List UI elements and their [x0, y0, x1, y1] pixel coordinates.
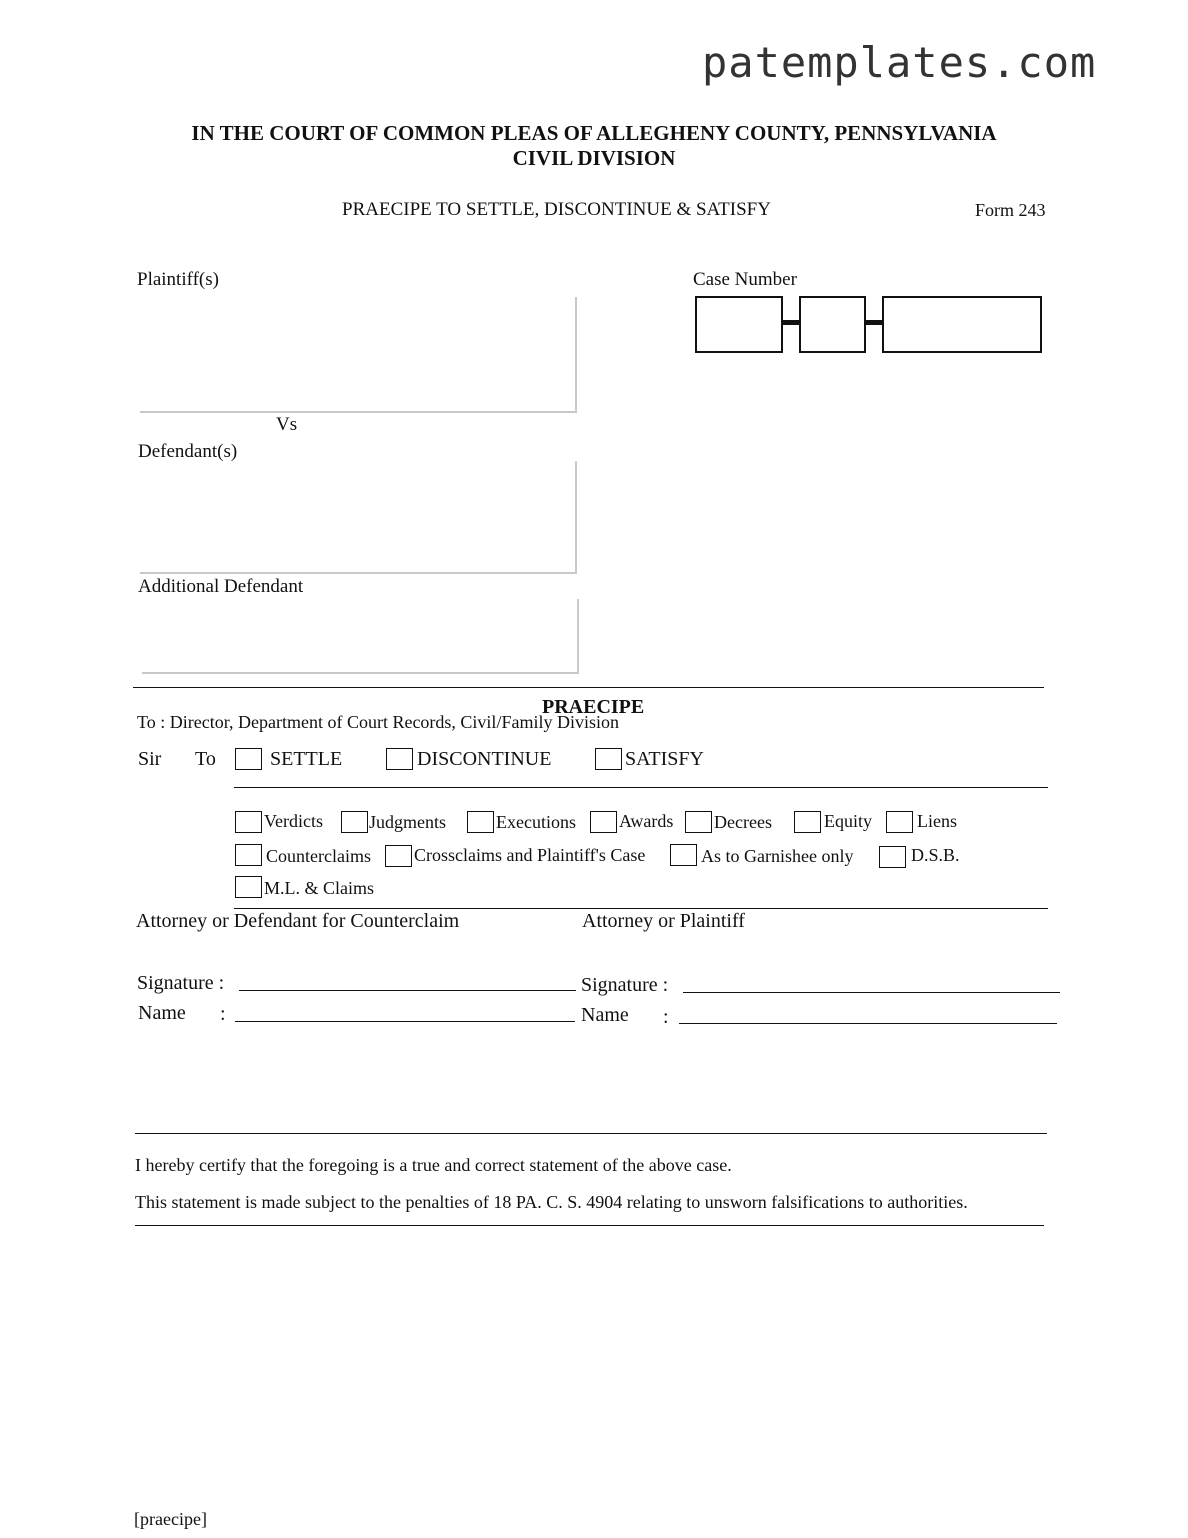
- left-name-label: Name: [138, 1002, 186, 1024]
- left-signature-line[interactable]: [239, 990, 576, 991]
- executions-checkbox[interactable]: [467, 811, 494, 833]
- crossclaims-label: Crossclaims and Plaintiff's Case: [414, 845, 646, 865]
- sir-label: Sir: [138, 748, 162, 770]
- plaintiff-label: Plaintiff(s): [137, 269, 219, 290]
- discontinue-checkbox[interactable]: [386, 748, 413, 770]
- case-number-part1-input[interactable]: [695, 296, 783, 353]
- equity-label: Equity: [824, 811, 872, 831]
- defendant-field[interactable]: [140, 461, 577, 574]
- certification-line-2: This statement is made subject to the penalties of 18 PA. C. S. 4904 relating to unsworn falsifications to authorities.: [135, 1192, 968, 1212]
- additional-defendant-field[interactable]: [142, 599, 579, 674]
- divider: [135, 1133, 1047, 1134]
- judgments-checkbox[interactable]: [341, 811, 368, 833]
- divider: [133, 687, 1044, 688]
- divider: [234, 787, 1048, 788]
- to-label: To: [195, 748, 216, 770]
- discontinue-label: DISCONTINUE: [417, 748, 552, 770]
- vs-label: Vs: [276, 414, 298, 435]
- left-name-colon: :: [220, 1003, 226, 1025]
- satisfy-label: SATISFY: [625, 748, 704, 770]
- equity-checkbox[interactable]: [794, 811, 821, 833]
- case-number-part3-input[interactable]: [882, 296, 1042, 353]
- counterclaims-checkbox[interactable]: [235, 844, 262, 866]
- court-division: CIVIL DIVISION: [512, 146, 676, 170]
- awards-checkbox[interactable]: [590, 811, 617, 833]
- form-number: Form 243: [975, 200, 1046, 220]
- decrees-checkbox[interactable]: [685, 811, 712, 833]
- plaintiff-attorney-heading: Attorney or Plaintiff: [582, 910, 745, 932]
- satisfy-checkbox[interactable]: [595, 748, 622, 770]
- right-name-label: Name: [581, 1004, 629, 1026]
- left-signature-label: Signature :: [137, 972, 225, 994]
- case-number-part2-input[interactable]: [799, 296, 866, 353]
- garnishee-label: As to Garnishee only: [701, 846, 854, 866]
- settle-checkbox[interactable]: [235, 748, 262, 770]
- praecipe-to-line: To : Director, Department of Court Records, Civil/Family Division: [137, 712, 619, 732]
- case-number-separator: [782, 320, 800, 325]
- counterclaim-attorney-heading: Attorney or Defendant for Counterclaim: [136, 910, 460, 932]
- verdicts-label: Verdicts: [264, 811, 323, 831]
- liens-label: Liens: [917, 811, 957, 831]
- certification-line-1: I hereby certify that the foregoing is a true and correct statement of the above case.: [135, 1155, 732, 1175]
- watermark-text: patemplates.com: [702, 38, 1097, 87]
- divider: [135, 1225, 1044, 1226]
- case-number-label: Case Number: [693, 269, 797, 290]
- liens-checkbox[interactable]: [886, 811, 913, 833]
- right-name-line[interactable]: [679, 1023, 1057, 1024]
- right-name-colon: :: [663, 1006, 669, 1028]
- ml-claims-label: M.L. & Claims: [264, 878, 375, 898]
- decrees-label: Decrees: [714, 812, 772, 832]
- verdicts-checkbox[interactable]: [235, 811, 262, 833]
- dsb-checkbox[interactable]: [879, 846, 906, 868]
- divider: [234, 908, 1048, 909]
- dsb-label: D.S.B.: [911, 845, 960, 865]
- case-number-separator: [865, 320, 883, 325]
- right-signature-line[interactable]: [683, 992, 1060, 993]
- counterclaims-label: Counterclaims: [266, 846, 371, 866]
- praecipe-heading: PRAECIPE: [542, 696, 645, 718]
- defendant-label: Defendant(s): [138, 441, 238, 462]
- ml-claims-checkbox[interactable]: [235, 876, 262, 898]
- crossclaims-checkbox[interactable]: [385, 845, 412, 867]
- right-signature-label: Signature :: [581, 974, 669, 996]
- settle-label: SETTLE: [270, 748, 343, 770]
- form-title: PRAECIPE TO SETTLE, DISCONTINUE & SATISFY: [342, 199, 771, 220]
- executions-label: Executions: [496, 812, 576, 832]
- footer-form-id: [praecipe]: [134, 1509, 207, 1529]
- awards-label: Awards: [619, 811, 674, 831]
- garnishee-checkbox[interactable]: [670, 844, 697, 866]
- judgments-label: Judgments: [369, 812, 447, 832]
- left-name-line[interactable]: [235, 1021, 575, 1022]
- court-title: IN THE COURT OF COMMON PLEAS OF ALLEGHENY COUNTY, PENNSYLVANIA: [191, 121, 997, 145]
- plaintiff-field[interactable]: [140, 297, 577, 413]
- additional-defendant-label: Additional Defendant: [138, 576, 304, 597]
